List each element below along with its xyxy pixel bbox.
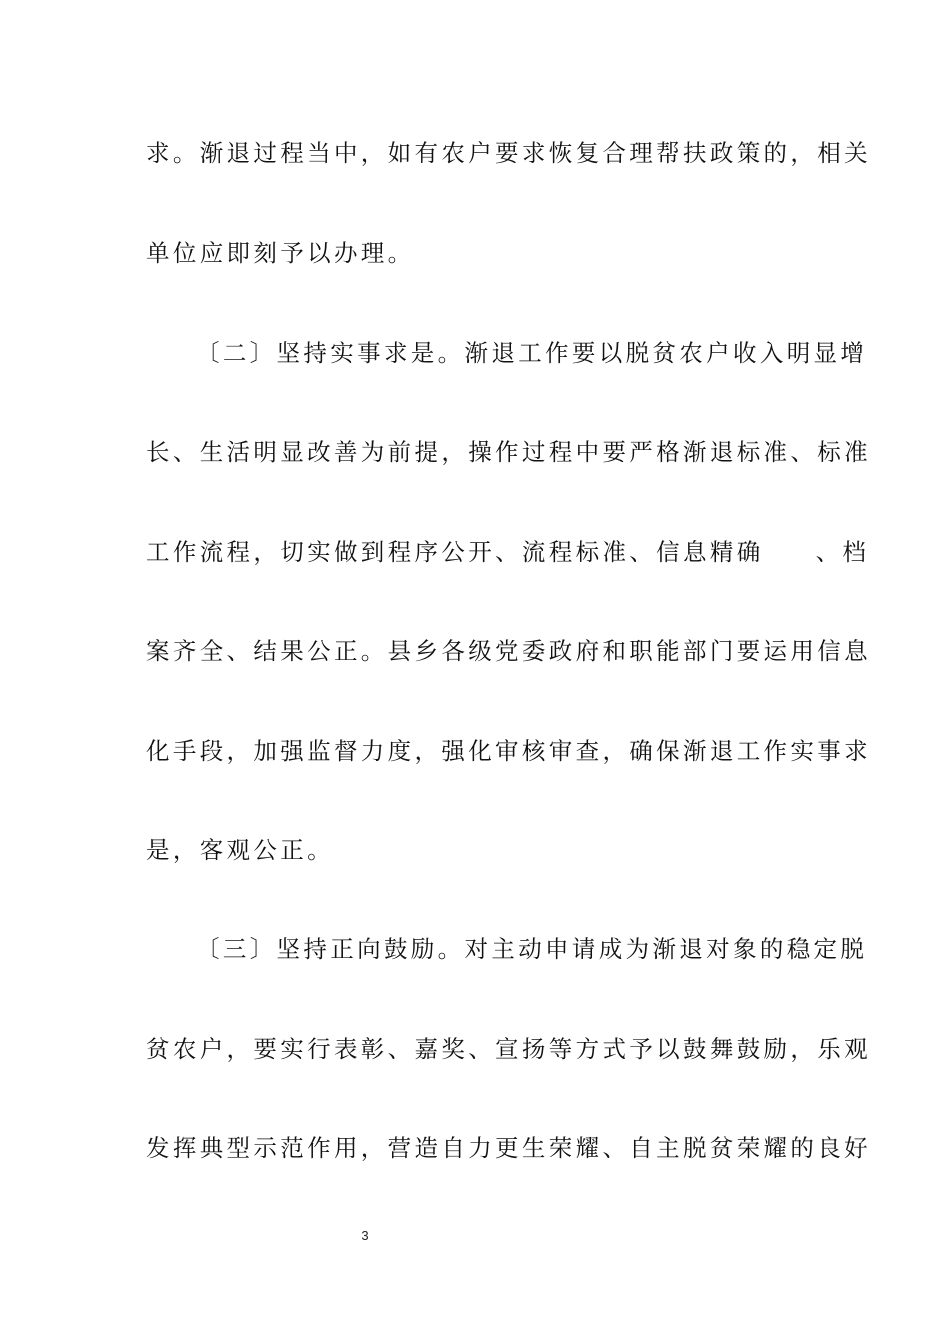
paragraph-line-1: 求。渐退过程当中，如有农户要求恢复合理帮扶政策的，相关 (146, 139, 871, 167)
paragraph-line-5-part-b: 、档 (815, 538, 870, 566)
paragraph-line-5 (146, 537, 870, 567)
paragraph-line-6: 案齐全、结果公正。县乡各级党委政府和职能部门要运用信息 (146, 637, 871, 665)
paragraph-line-5-part-a: 工作流程，切实做到程序公开、流程标准、信息精确 (146, 538, 764, 566)
paragraph-line-2: 单位应即刻予以办理。 (146, 239, 415, 267)
section-heading-line-2: 〔三〕坚持正向鼓励。对主动申请成为渐退对象的稳定脱 (196, 935, 868, 963)
paragraph-line-4: 长、生活明显改善为前提，操作过程中要严格渐退标准、标准 (146, 438, 871, 466)
section-heading-line-1: 〔二〕坚持实事求是。渐退工作要以脱贫农户收入明显增 (196, 339, 868, 367)
paragraph-line-10: 贫农户，要实行表彰、嘉奖、宣扬等方式予以鼓舞鼓励，乐观 (146, 1035, 871, 1063)
paragraph-line-11: 发挥典型示范作用，营造自力更生荣耀、自主脱贫荣耀的良好 (146, 1134, 871, 1162)
paragraph-line-7: 化手段，加强监督力度，强化审核审查，确保渐退工作实事求 (146, 737, 871, 765)
paragraph-line-8: 是，客观公正。 (146, 836, 334, 864)
page-number: 3 (361, 1228, 369, 1243)
